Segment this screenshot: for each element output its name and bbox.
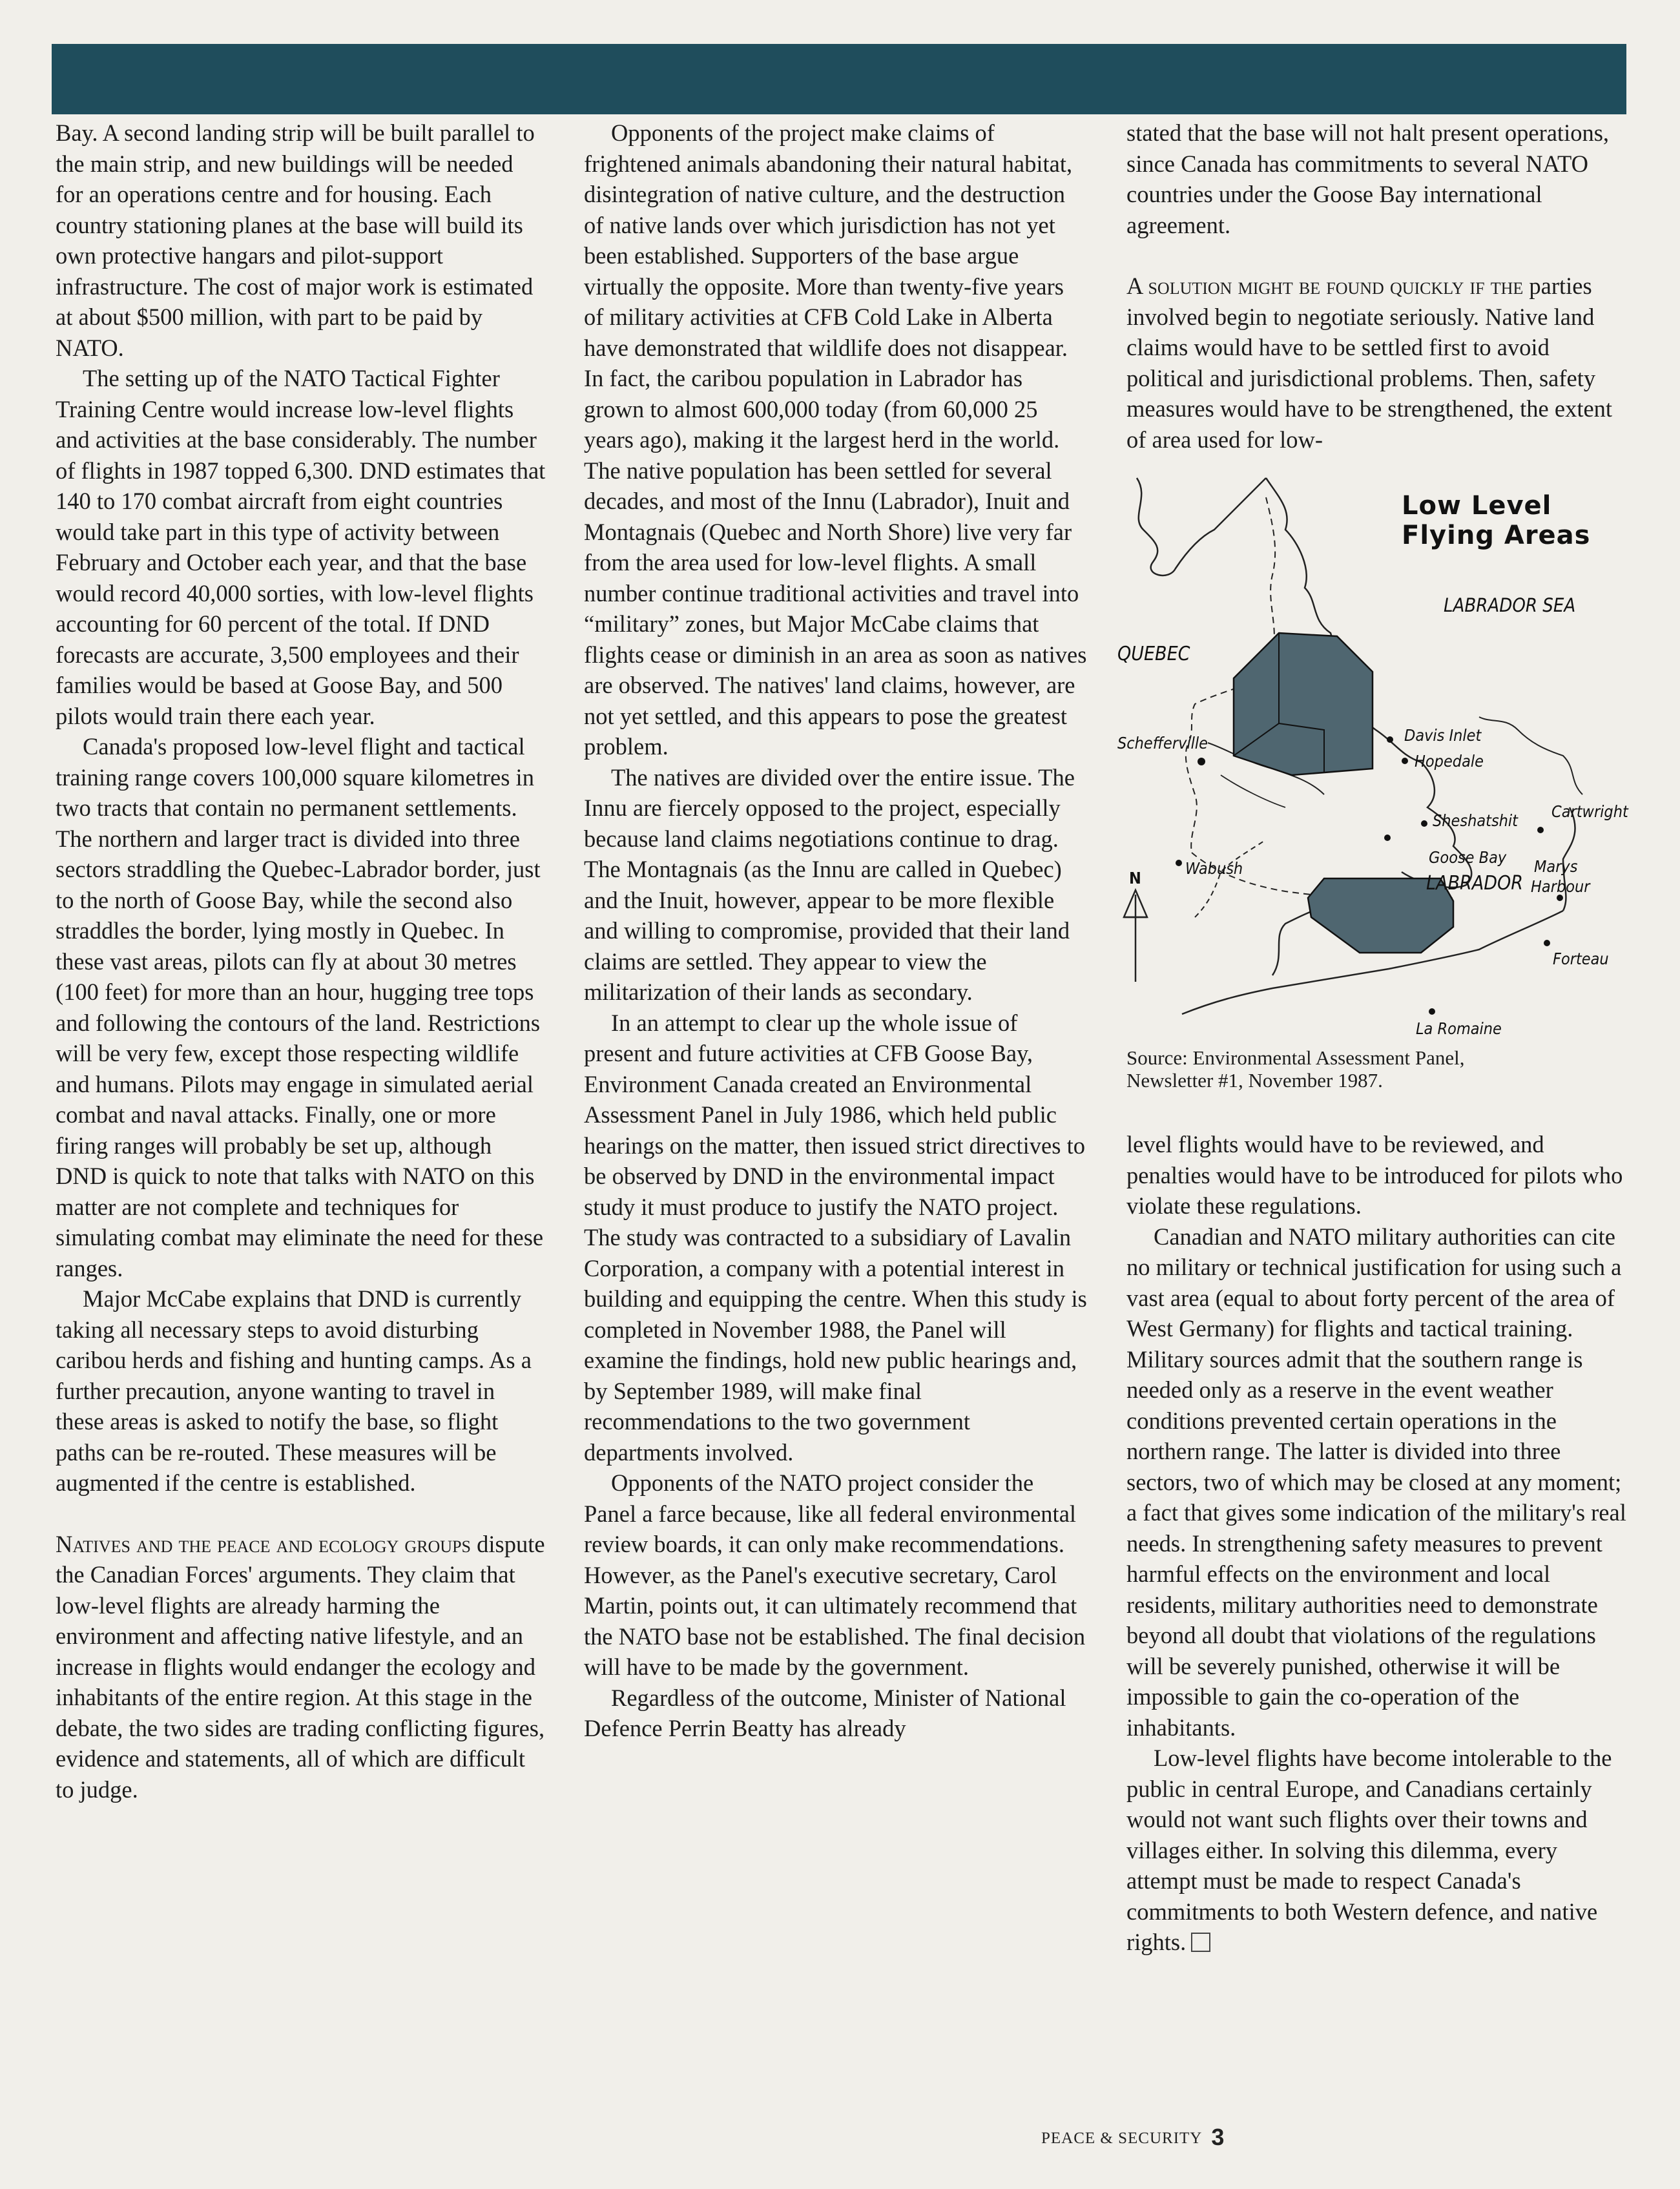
- header-color-band: [52, 44, 1626, 114]
- paragraph: Major McCabe explains that DND is currently taking all necessary steps to avoid disturbing caribou herds and fishing and hunting camps. As a further precaution, anyone wanting to travel in these areas is asked to notify the base, so flight paths can be re-routed. These measures will be augmented if the centre is established.: [56, 1285, 532, 1496]
- map-label-schefferville: Schefferville: [1117, 734, 1208, 752]
- map-title: [1402, 491, 1590, 550]
- map-label-goose-bay: Goose Bay: [1429, 848, 1507, 867]
- paragraph: Opponents of the NATO project consider the Panel a farce because, like all federal environmental review boards, it can only make recommendations. However, as the Panel's executive secretary, Carol Martin, points out, it can ultimately recommend that the NATO base not be established. The final decision will have to be made by the government.: [584, 1469, 1086, 1680]
- paragraph: Canada's proposed low-level flight and tactical training range covers 100,000 square kilometres in two tracts that contain no permanent settlements. The northern and larger tract is divided into three sectors straddling the Quebec-Labrador border, just to the north of Goose Bay, while the second also straddles the border, lying mostly in Quebec. In these vast areas, pilots can fly at about 30 metres (100 feet) for more than an hour, hugging tree tops and following the contours of the land. Restrictions will be very few, except those respecting wildlife and humans. Pilots may engage in simulated aerial combat and naval attacks. Finally, one or more firing ranges will probably be set up, although DND is quick to note that talks with NATO on this matter are not complete and techniques for simulating combat may eliminate the need for these ranges.: [56, 733, 544, 1281]
- page-footer: [1041, 2124, 1225, 2151]
- end-mark-box-icon: [1191, 1933, 1210, 1952]
- page-number: 3: [1211, 2124, 1225, 2150]
- publication-name: PEACE & SECURITY: [1041, 2130, 1203, 2147]
- map-label-wabush: Wabush: [1185, 859, 1243, 878]
- paragraph: Regardless of the outcome, Minister of National Defence Perrin Beatty has already: [584, 1684, 1066, 1741]
- paragraph-text: Low-level flights have become intolerable to the public in central Europe, and Canadians certainly would not want such flights over their towns and villages either. In solving this dilemma, every attempt must be made to respect Canada's commitments to both Western defence, and native rights.: [1126, 1745, 1612, 1955]
- paragraph-text: parties involved begin to negotiate seriously. Native land claims would have to be settled first to avoid political and jurisdictional problems. Then, safety measures would have to be strengthened, the extent of area used for low-: [1126, 273, 1613, 453]
- map-label-labrador-sea: LABRADOR SEA: [1444, 594, 1576, 616]
- map-label-quebec: QUEBEC: [1117, 643, 1190, 665]
- paragraph: Canadian and NATO military authorities can cite no military or technical justification for using such a vast area (equal to about forty percent of the area of West Germany) for flights and tactical training. Military sources admit that the southern range is needed only as a reserve in the event weather conditions prevented certain operations in the northern range. The latter is divided into three sectors, two of which may be closed at any moment; a fact that gives some indication of the military's real needs. In strengthening safety measures to prevent harmful effects on the environment and local residents, military authorities need to demonstrate beyond all doubt that violations of the regulations will be severely punished, otherwise it will be impossible to gain the co-operation of the inhabitants.: [1126, 1223, 1626, 1741]
- paragraph: Bay. A second landing strip will be built parallel to the main strip, and new buildings will be needed for an operations centre and for housing. Each country stationing planes at the base will build its own protective hangars and pilot-support infrastructure. The cost of major work is estimated at about $500 million, with part to be paid by NATO.: [56, 119, 535, 361]
- paragraph: [1126, 271, 1630, 455]
- map-label-davis-inlet: Davis Inlet: [1404, 726, 1482, 745]
- paragraph: [56, 1529, 546, 1805]
- map-source-caption: [1126, 1046, 1630, 1092]
- paragraph: stated that the base will not halt present operations, since Canada has commitments to several NATO countries under the Goose Bay international agreement.: [1126, 119, 1610, 238]
- paragraph: Opponents of the project make claims of frightened animals abandoning their natural habitat, disintegration of native culture, and the destruction of native lands over which jurisdiction has not yet been established. Supporters of the base argue virtually the opposite. More than twenty-five years of military activities at CFB Cold Lake in Alberta have demonstrated that wildlife does not disappear. In fact, the caribou population in Labrador has grown to almost 600,000 today (from 60,000 25 years ago), making it the largest herd in the world. The native population has been settled for several decades, and most of the Innu (Labrador), Inuit and Montagnais (Quebec and North Shore) live very far from the area used for low-level flights. A small number continue traditional activities and travel into “military” zones, but Major McCabe claims that flights cease or diminish in an area as soon as natives are observed. The natives' land claims, however, are not yet settled, and this appears to pose the greatest problem.: [584, 119, 1087, 760]
- map-label-hopedale: Hopedale: [1415, 752, 1484, 771]
- article-column-2: [584, 118, 1088, 1744]
- map-label-cartwright: Cartwright: [1551, 802, 1628, 821]
- caption-line: Newsletter #1, November 1987.: [1126, 1069, 1383, 1092]
- article-column-3-top: [1126, 118, 1630, 455]
- paragraph: In an attempt to clear up the whole issue of present and future activities at CFB Goose Bay, Environment Canada created an Environmental Assessment Panel in July 1986, which held public hearings on the matter, then issued strict directives to be observed by DND in the environmental impact study it must produce to justify the NATO project. The study was contracted to a subsidiary of Lavalin Corporation, a company with a potential interest in building and equipping the centre. When this study is completed in November 1988, the Panel will examine the findings, hold new public hearings and, by September 1989, will make final recommendations to the two government departments involved.: [584, 1009, 1087, 1466]
- map-title-line: Low Level: [1402, 491, 1552, 521]
- paragraph: The setting up of the NATO Tactical Fighter Training Centre would increase low-level flights and activities at the base considerably. The number of flights in 1987 topped 6,300. DND estimates that 140 to 170 combat aircraft from eight countries would take part in this type of activity between February and October each year, and that the base would record 40,000 sorties, with low-level flights accounting for 60 percent of the total. If DND forecasts are accurate, 3,500 employees and their families would be based at Goose Bay, and 500 pilots would train there each year.: [56, 365, 546, 729]
- section-lead-in: A solution might be found quickly if the: [1126, 273, 1524, 299]
- map-label-harbour: Harbour: [1531, 877, 1590, 896]
- map-label-sheshatshit: Sheshatshit: [1433, 811, 1518, 830]
- paragraph-text: dispute the Canadian Forces' arguments. They claim that low-level flights are already harming the environment and affecting native lifestyle, and an increase in flights would endanger the ecology and inhabitants of the entire region. At this stage in the debate, the two sides are trading conflicting figures, evidence and statements, all of which are difficult to judge.: [56, 1530, 545, 1803]
- map-label-forteau: Forteau: [1553, 949, 1609, 968]
- paragraph: [1126, 1743, 1630, 1958]
- caption-line: Source: Environmental Assessment Panel,: [1126, 1046, 1465, 1069]
- article-column-1: [56, 118, 546, 1805]
- article-column-3-bottom: [1126, 1129, 1630, 1958]
- map-label-la-romaine: La Romaine: [1416, 1019, 1502, 1038]
- map-title-line: Flying Areas: [1402, 521, 1591, 550]
- paragraph: The natives are divided over the entire issue. The Innu are fiercely opposed to the project, especially because land claims negotiations continue to drag. The Montagnais (as the Innu are called in Quebec) and the Inuit, however, appear to be more flexible and willing to compromise, provided that their land claims are settled. They appear to view the militarization of their lands as secondary.: [584, 763, 1075, 1005]
- section-lead-in: Natives and the peace and ecology groups: [56, 1530, 472, 1557]
- paragraph: level flights would have to be reviewed, and penalties would have to be introduced for pilots who violate these regulations.: [1126, 1131, 1623, 1219]
- low-level-flying-map: [1117, 472, 1634, 1040]
- map-label-north: N: [1129, 869, 1141, 887]
- map-label-marys: Marys: [1534, 857, 1578, 876]
- map-label-labrador: LABRADOR: [1426, 872, 1523, 895]
